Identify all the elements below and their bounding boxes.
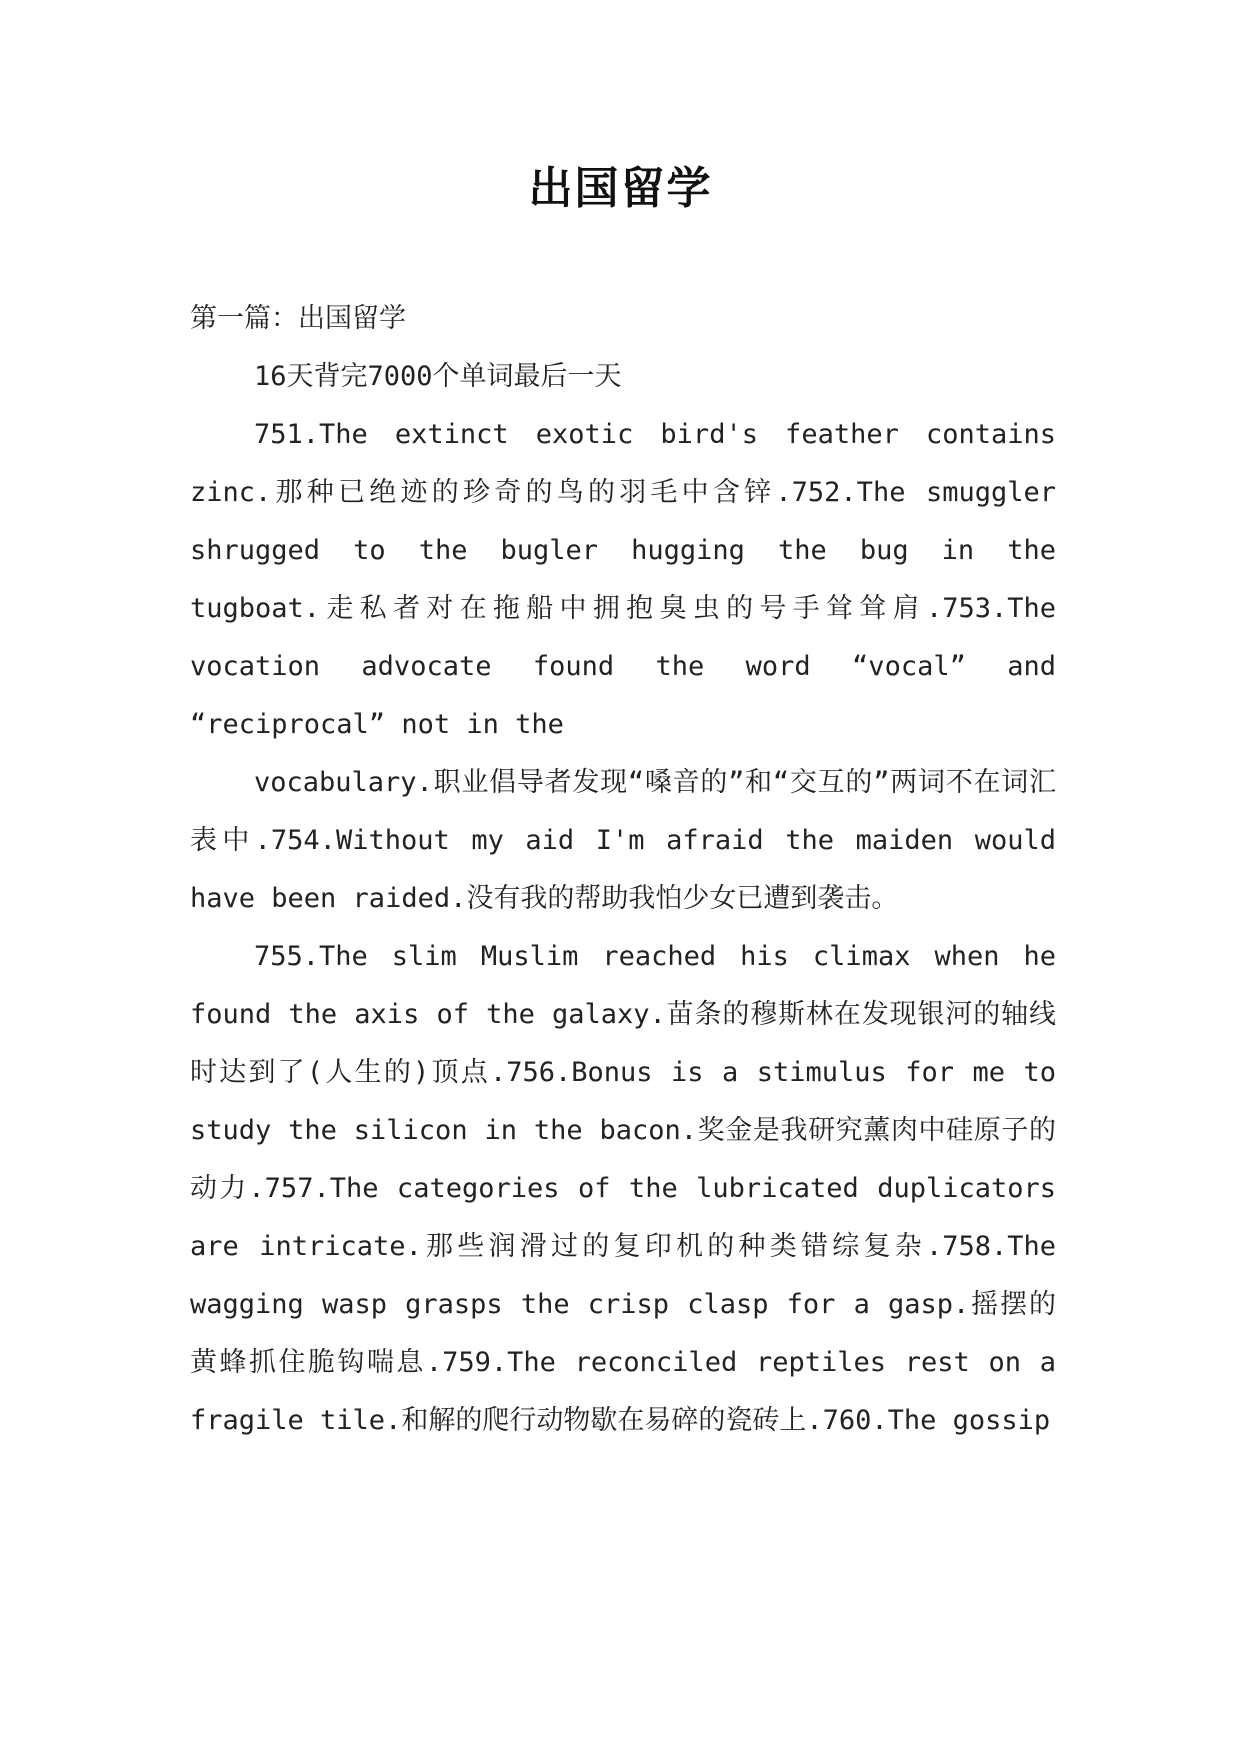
section-heading: 第一篇：出国留学 bbox=[190, 303, 406, 334]
document-body bbox=[190, 290, 1056, 1450]
document-title: 出国留学 bbox=[528, 163, 713, 214]
paragraph: vocabulary.职业倡导者发现“嗓音的”和“交互的”两词不在词汇表中.754.Without my aid I'm afraid the maiden would have been raided.没有我的帮助我怕少女已遭到袭击。 bbox=[190, 767, 1056, 914]
subtitle: 16天背完7000个单词最后一天 bbox=[254, 361, 622, 392]
paragraph: 755.The slim Muslim reached his climax when he found the axis of the galaxy.苗条的穆斯林在发现银河的轴线时达到了(人生的)顶点.756.Bonus is a stimulus for me to study the silicon in the bacon.奖金是我研究薰肉中硅原子的动力.757.The categories of the lubricated duplicators are intricate.那些润滑过的复印机的种类错综复杂.758.The wagging wasp grasps the crisp clasp for a gasp.摇摆的黄蜂抓住脆钩喘息.759.The reconciled reptiles rest on a fragile tile.和解的爬行动物歇在易碎的瓷砖上.760.The gossip bbox=[190, 941, 1056, 1436]
paragraph: 751.The extinct exotic bird's feather contains zinc.那种已绝迹的珍奇的鸟的羽毛中含锌.752.The smuggler shrugged to the bugler hugging the bug in the tugboat.走私者对在拖船中拥抱臭虫的号手耸耸肩.753.The vocation advocate found the word “vocal” and “reciprocal” not in the bbox=[190, 419, 1056, 740]
